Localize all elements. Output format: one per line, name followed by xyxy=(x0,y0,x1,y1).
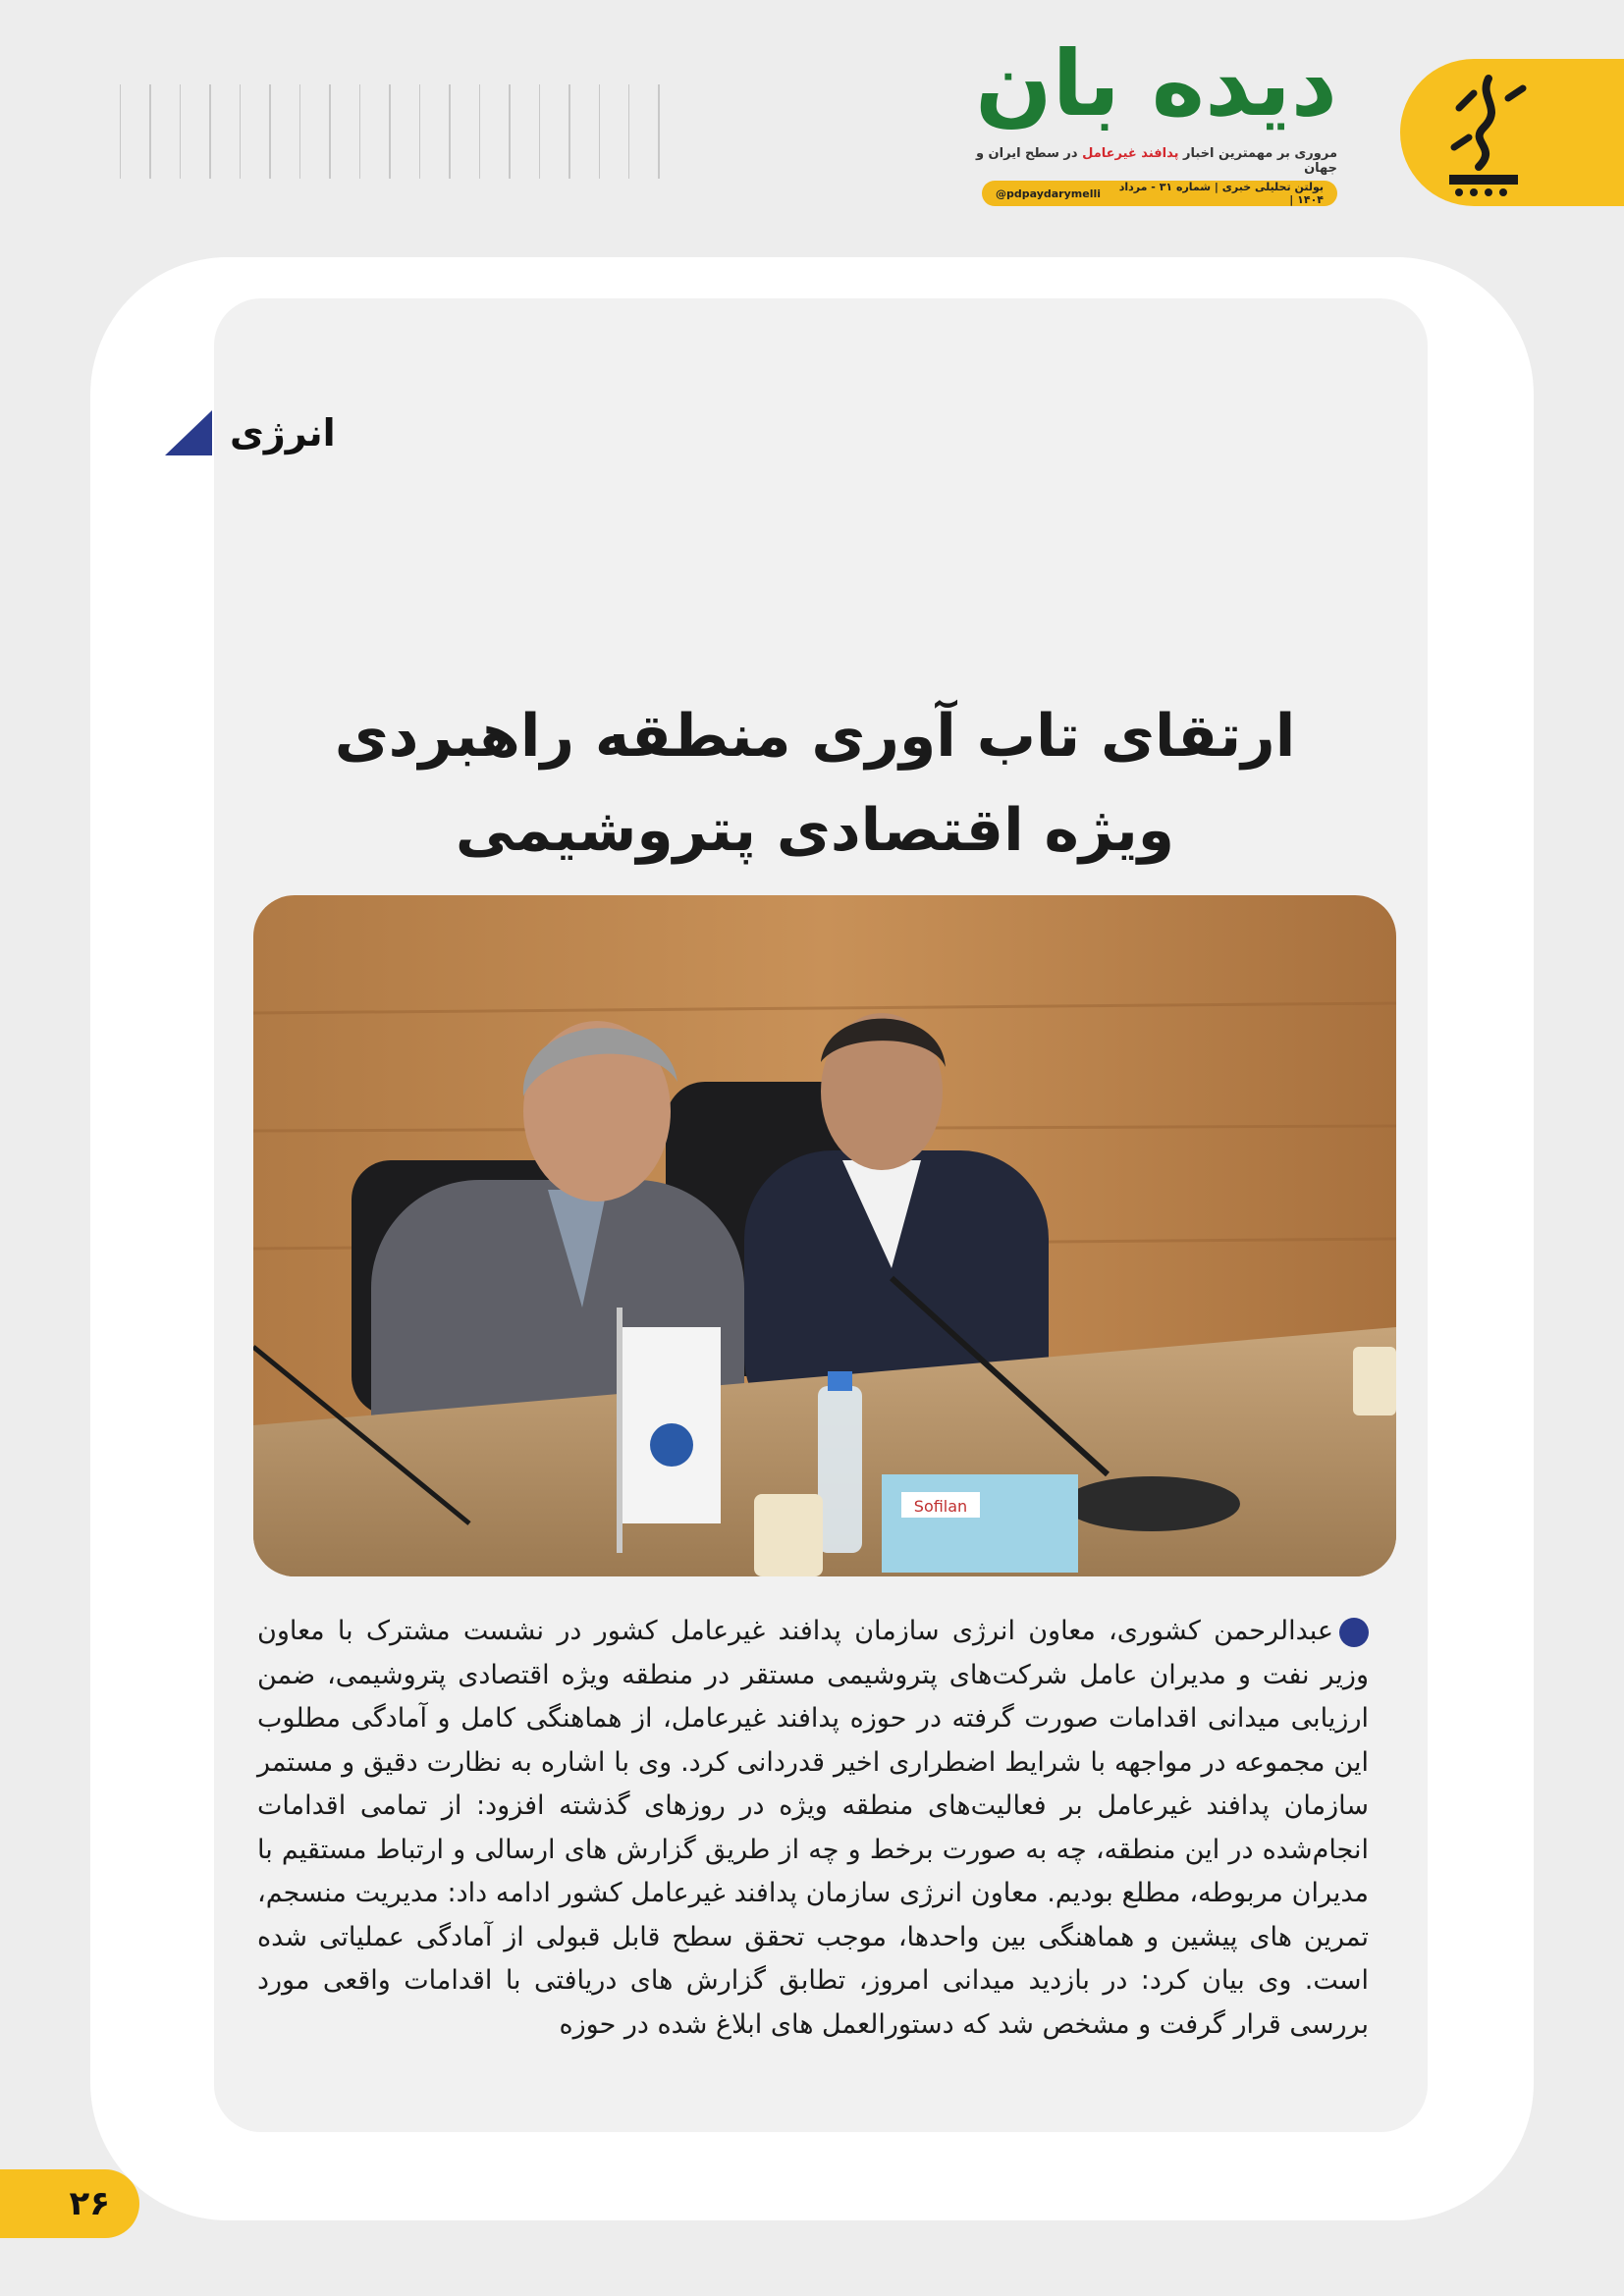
header-stripes xyxy=(120,84,660,179)
bulletin-info: بولتن تحلیلی خبری | شماره ۳۱ - مرداد ۱۴۰۴ | xyxy=(1118,181,1324,206)
page-number xyxy=(0,2169,139,2238)
bulletin-bar xyxy=(982,181,1337,206)
section-header xyxy=(165,410,336,455)
article-photo xyxy=(253,895,1396,1576)
page-number-text: ۲۶ xyxy=(69,2184,110,2223)
tagline xyxy=(964,146,1337,176)
social-handle[interactable]: @pdpaydarymelli xyxy=(996,187,1102,200)
headline-line-1: ارتقای تاب آوری منطقه راهبردی xyxy=(334,702,1296,771)
tagline-highlight: پدافند غیرعامل xyxy=(1082,146,1179,161)
tagline-prefix: مروری بر مهمترین اخبار xyxy=(1183,146,1337,161)
tagline-suffix: در سطح ایران و جهان xyxy=(975,146,1337,176)
article-headline xyxy=(324,689,1306,878)
article-body xyxy=(257,1610,1369,2047)
photo-tissue-brand: Sofilan xyxy=(913,1497,968,1516)
masthead xyxy=(964,27,1337,210)
meeting-photo-illustration xyxy=(253,895,1396,1576)
section-label: انرژی xyxy=(230,411,336,454)
section-triangle-icon xyxy=(165,410,212,455)
headline-line-2: ویژه اقتصادی پتروشیمی xyxy=(455,796,1175,865)
calligraphy-logo-icon xyxy=(1430,69,1538,196)
brand-logo xyxy=(1400,59,1624,206)
bullet-dot-icon xyxy=(1339,1618,1369,1647)
brand-title: دیده بان xyxy=(975,31,1337,136)
article-body-text: عبدالرحمن کشوری، معاون انرژی سازمان پدافند غیرعامل کشور در نشست مشترک با معاون وزیر نفت و مدیران عامل شرکت‌های پتروشیمی مستقر در منطقه ویژه اقتصادی پتروشیمی، ضمن ارزیابی میدانی اقدامات صورت گرفته در حوزه پدافند غیرعامل، از هماهنگی کامل و آمادگی مطلوب این مجموعه در مواجهه با شرایط اضطراری اخیر قدردانی کرد. وی با اشاره به نظارت دقیق و مستمر سازمان پدافند غیرعامل بر فعالیت‌های منطقه ویژه در روزهای گذشته افزود: از تمامی اقدامات انجام‌شده در این منطقه، چه به صورت برخط و چه از طریق گزارش های ارسالی و ارتباط مستقیم با مدیران مربوطه، مطلع بودیم. معاون انرژی سازمان پدافند غیرعامل کشور ادامه داد: مدیریت منسجم، تمرین های پیشین و هماهنگی بین واحدها، موجب تحقق سطح قابل قبولی از آمادگی عملیاتی شده است. وی بیان کرد: در بازدید میدانی امروز، تطابق گزارش های دریافتی با اقدامات واقعی مورد بررسی قرار گرفت و مشخص شد که دستورالعمل های ابلاغ شده در حوزه xyxy=(257,1616,1369,2040)
